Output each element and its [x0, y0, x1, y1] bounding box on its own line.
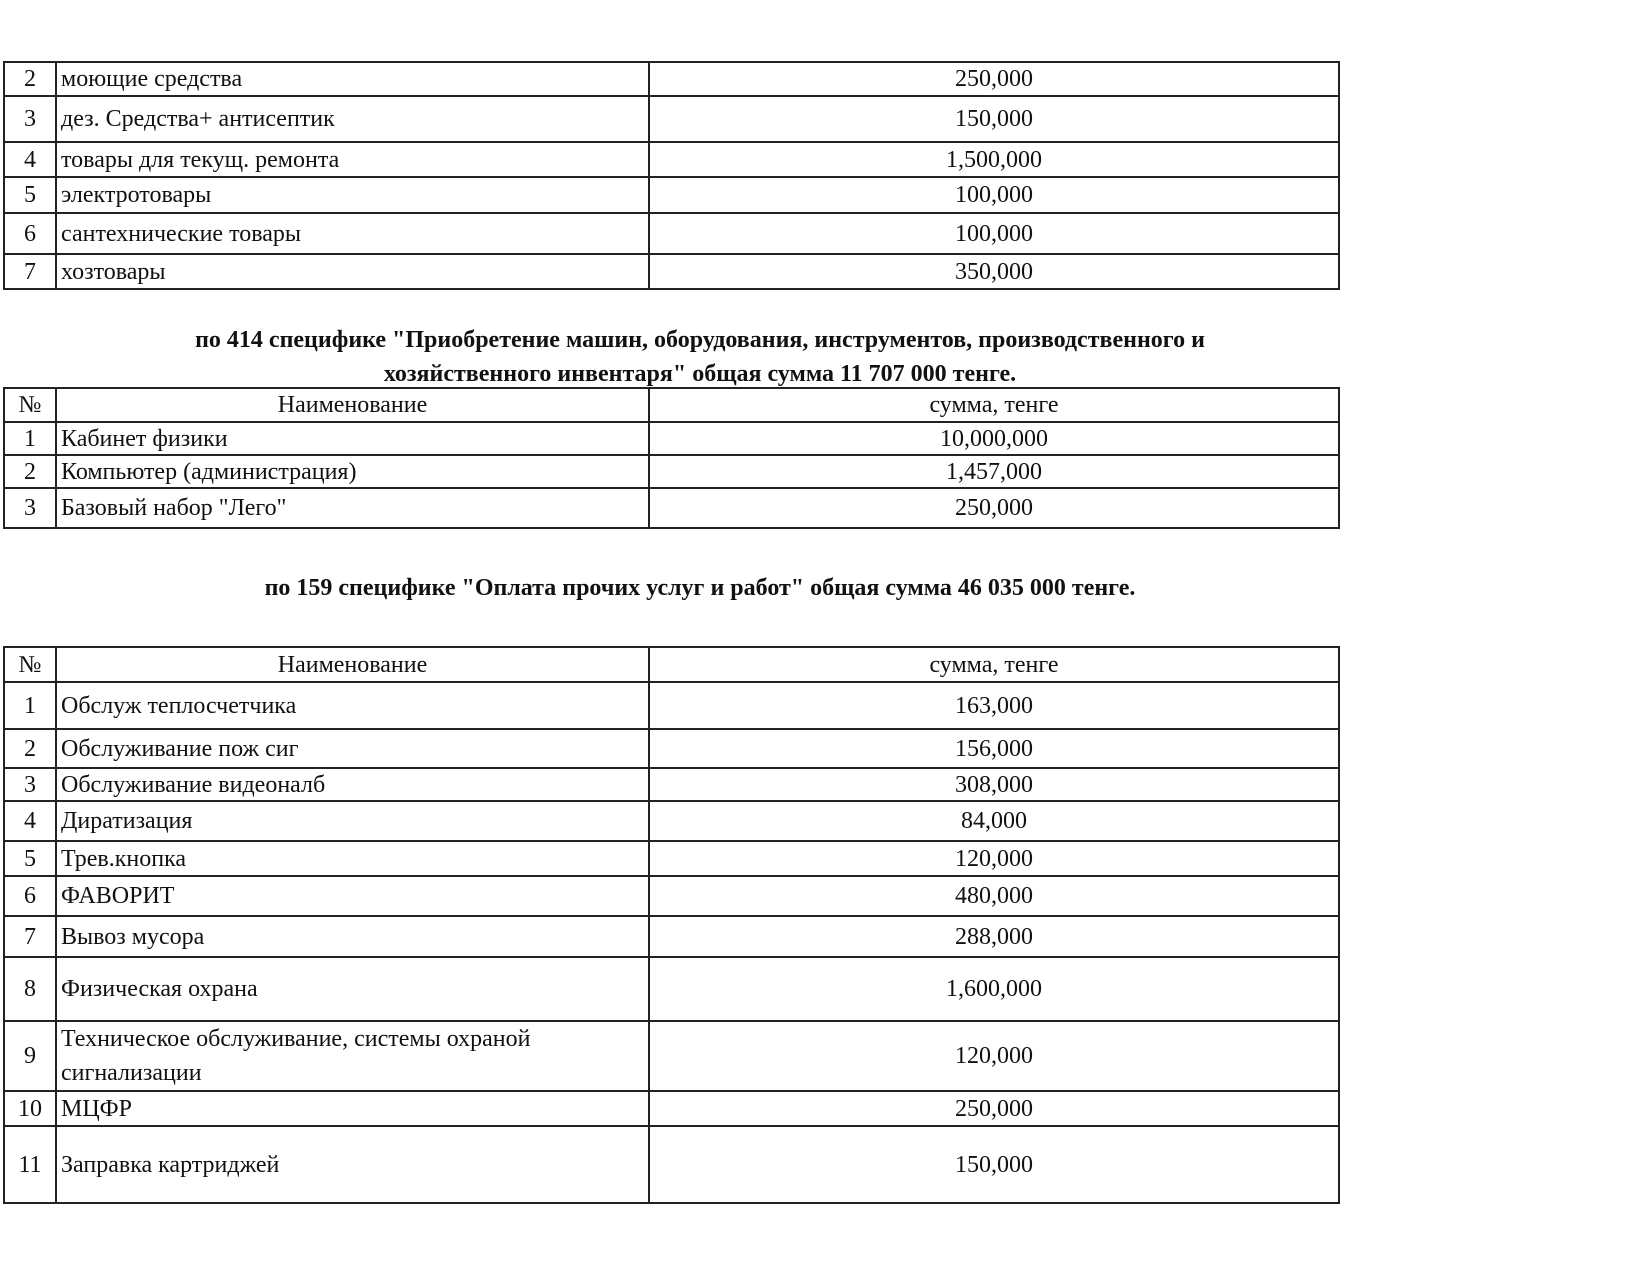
row-number: 3	[4, 96, 56, 142]
table-row	[4, 876, 1339, 916]
row-number: 1	[4, 422, 56, 455]
item-amount: 120,000	[649, 1021, 1339, 1091]
item-name: электротовары	[56, 177, 649, 213]
row-number: 7	[4, 916, 56, 957]
table-row	[4, 254, 1339, 289]
item-name: Обслуж теплосчетчика	[56, 682, 649, 729]
item-amount: 163,000	[649, 682, 1339, 729]
item-amount: 250,000	[649, 488, 1339, 528]
row-number: 9	[4, 1021, 56, 1091]
row-number: 2	[4, 62, 56, 96]
table-row	[4, 177, 1339, 213]
row-number: 3	[4, 488, 56, 528]
section-heading-159	[0, 571, 1400, 605]
table-row	[4, 422, 1339, 455]
column-header-amount: сумма, тенге	[649, 647, 1339, 682]
item-amount: 156,000	[649, 729, 1339, 768]
item-amount: 100,000	[649, 213, 1339, 254]
table-row	[4, 96, 1339, 142]
item-name: Техническое обслуживание, системы охраной сигнализации	[56, 1021, 649, 1091]
table-row	[4, 916, 1339, 957]
table-row	[4, 801, 1339, 841]
row-number: 2	[4, 729, 56, 768]
table-row	[4, 1021, 1339, 1091]
item-amount: 120,000	[649, 841, 1339, 876]
row-number: 6	[4, 876, 56, 916]
item-name: Диратизация	[56, 801, 649, 841]
item-name: Трев.кнопка	[56, 841, 649, 876]
row-number: 5	[4, 841, 56, 876]
item-name: МЦФР	[56, 1091, 649, 1126]
item-amount: 250,000	[649, 62, 1339, 96]
item-amount: 100,000	[649, 177, 1339, 213]
row-number: 4	[4, 142, 56, 177]
column-header-number: №	[4, 388, 56, 422]
section-heading-414	[0, 323, 1400, 391]
table-row	[4, 213, 1339, 254]
table-row	[4, 768, 1339, 801]
equipment-table	[3, 387, 1340, 529]
item-amount: 308,000	[649, 768, 1339, 801]
row-number: 6	[4, 213, 56, 254]
heading-line: хозяйственного инвентаря" общая сумма 11 707 000 тенге.	[383, 361, 1017, 387]
supplies-table	[3, 61, 1340, 290]
table-header-row	[4, 647, 1339, 682]
table-row	[4, 729, 1339, 768]
column-header-name: Наименование	[56, 647, 649, 682]
item-amount: 150,000	[649, 96, 1339, 142]
row-number: 7	[4, 254, 56, 289]
item-amount: 350,000	[649, 254, 1339, 289]
item-name: Обслуживание видеоналб	[56, 768, 649, 801]
item-name: дез. Средства+ антисептик	[56, 96, 649, 142]
item-amount: 250,000	[649, 1091, 1339, 1126]
table-row	[4, 1126, 1339, 1203]
table-row	[4, 142, 1339, 177]
column-header-amount: сумма, тенге	[649, 388, 1339, 422]
row-number: 10	[4, 1091, 56, 1126]
item-amount: 480,000	[649, 876, 1339, 916]
row-number: 4	[4, 801, 56, 841]
item-name: Вывоз мусора	[56, 916, 649, 957]
table-header-row	[4, 388, 1339, 422]
row-number: 8	[4, 957, 56, 1021]
item-name: Физическая охрана	[56, 957, 649, 1021]
item-name: Базовый набор "Лего"	[56, 488, 649, 528]
item-name: Компьютер (администрация)	[56, 455, 649, 488]
item-amount: 288,000	[649, 916, 1339, 957]
column-header-name: Наименование	[56, 388, 649, 422]
table-row	[4, 455, 1339, 488]
row-number: 11	[4, 1126, 56, 1203]
item-name: ФАВОРИТ	[56, 876, 649, 916]
item-name: Кабинет физики	[56, 422, 649, 455]
item-amount: 1,457,000	[649, 455, 1339, 488]
item-amount: 1,500,000	[649, 142, 1339, 177]
table-row	[4, 62, 1339, 96]
table-row	[4, 841, 1339, 876]
item-name: Заправка картриджей	[56, 1126, 649, 1203]
table-row	[4, 1091, 1339, 1126]
table-row	[4, 682, 1339, 729]
row-number: 5	[4, 177, 56, 213]
item-amount: 10,000,000	[649, 422, 1339, 455]
table-row	[4, 488, 1339, 528]
item-name: товары для текущ. ремонта	[56, 142, 649, 177]
item-amount: 1,600,000	[649, 957, 1339, 1021]
heading-line: по 159 специфике "Оплата прочих услуг и работ" общая сумма 46 035 000 тенге.	[264, 575, 1136, 601]
item-name: сантехнические товары	[56, 213, 649, 254]
item-amount: 150,000	[649, 1126, 1339, 1203]
table-row	[4, 957, 1339, 1021]
services-table	[3, 646, 1340, 1204]
item-name: Обслуживание пож сиг	[56, 729, 649, 768]
column-header-number: №	[4, 647, 56, 682]
item-name: хозтовары	[56, 254, 649, 289]
row-number: 2	[4, 455, 56, 488]
item-name: моющие средства	[56, 62, 649, 96]
row-number: 3	[4, 768, 56, 801]
item-amount: 84,000	[649, 801, 1339, 841]
heading-line: по 414 специфике "Приобретение машин, оборудования, инструментов, производственного и	[195, 327, 1205, 353]
row-number: 1	[4, 682, 56, 729]
